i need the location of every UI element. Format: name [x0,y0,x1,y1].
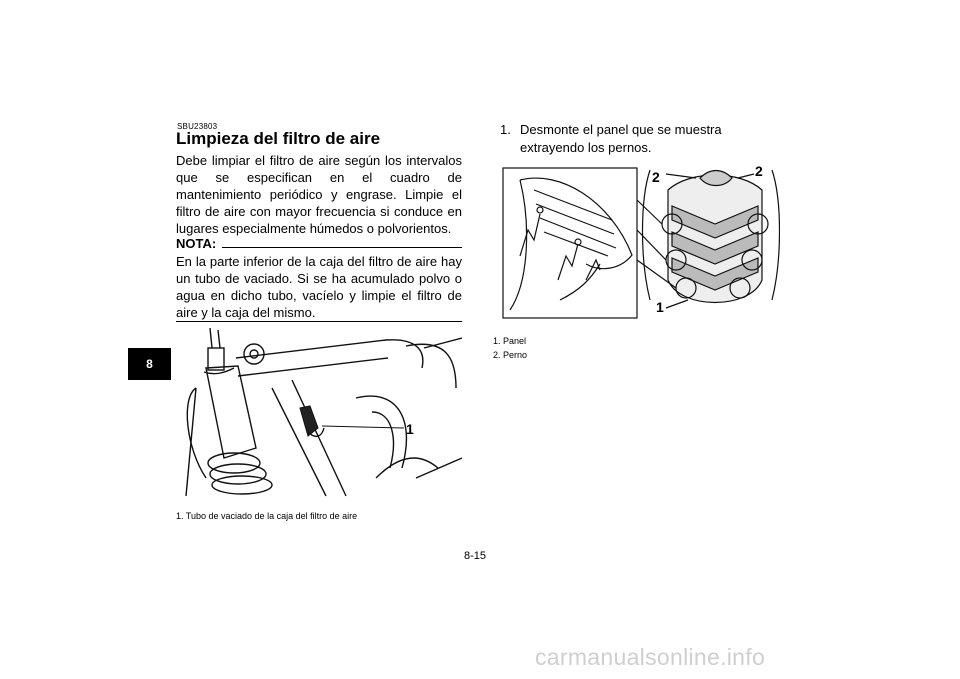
callout-2-left: 2 [652,169,660,185]
section-title: Limpieza del filtro de aire [176,129,381,148]
right-caption-bolt: 2. Perno [493,350,528,360]
watermark: carmanualsonline.info [535,644,766,670]
left-figure-caption: 1. Tubo de vaciado de la caja del filtro de aire [176,511,358,521]
right-caption-panel: 1. Panel [493,336,527,346]
note-rule [222,247,462,248]
note-label: NOTA: [176,236,217,251]
note-end-rule [176,321,462,322]
panel-removal-illustration [500,160,780,320]
intro-paragraph: Debe limpiar el filtro de aire según los intervalos que se especifican en el cuadro de mantenimiento periódico y engrase. Limpie el filtro de aire con mayor frecuencia si conduce en lugares especialmente húmedos o polvorientos. [176,153,462,236]
callout-2-right: 2 [755,163,763,179]
step-text: Desmonte el panel que se muestra extrayendo los pernos. [520,122,722,155]
step-number: 1. [500,122,511,137]
callout-1-right: 1 [656,299,664,315]
page-number: 8-15 [464,550,487,562]
air-filter-drain-illustration [176,328,462,498]
chapter-tab: 8 [128,348,171,380]
callout-1-left: 1 [406,421,414,437]
section-code: SBU23803 [177,122,218,131]
note-text: En la parte inferior de la caja del filtro de aire hay un tubo de vaciado. Si se ha acumulado polvo o agua en dicho tubo, vacíelo y limpie el filtro de aire y la caja del mismo. [176,254,462,320]
